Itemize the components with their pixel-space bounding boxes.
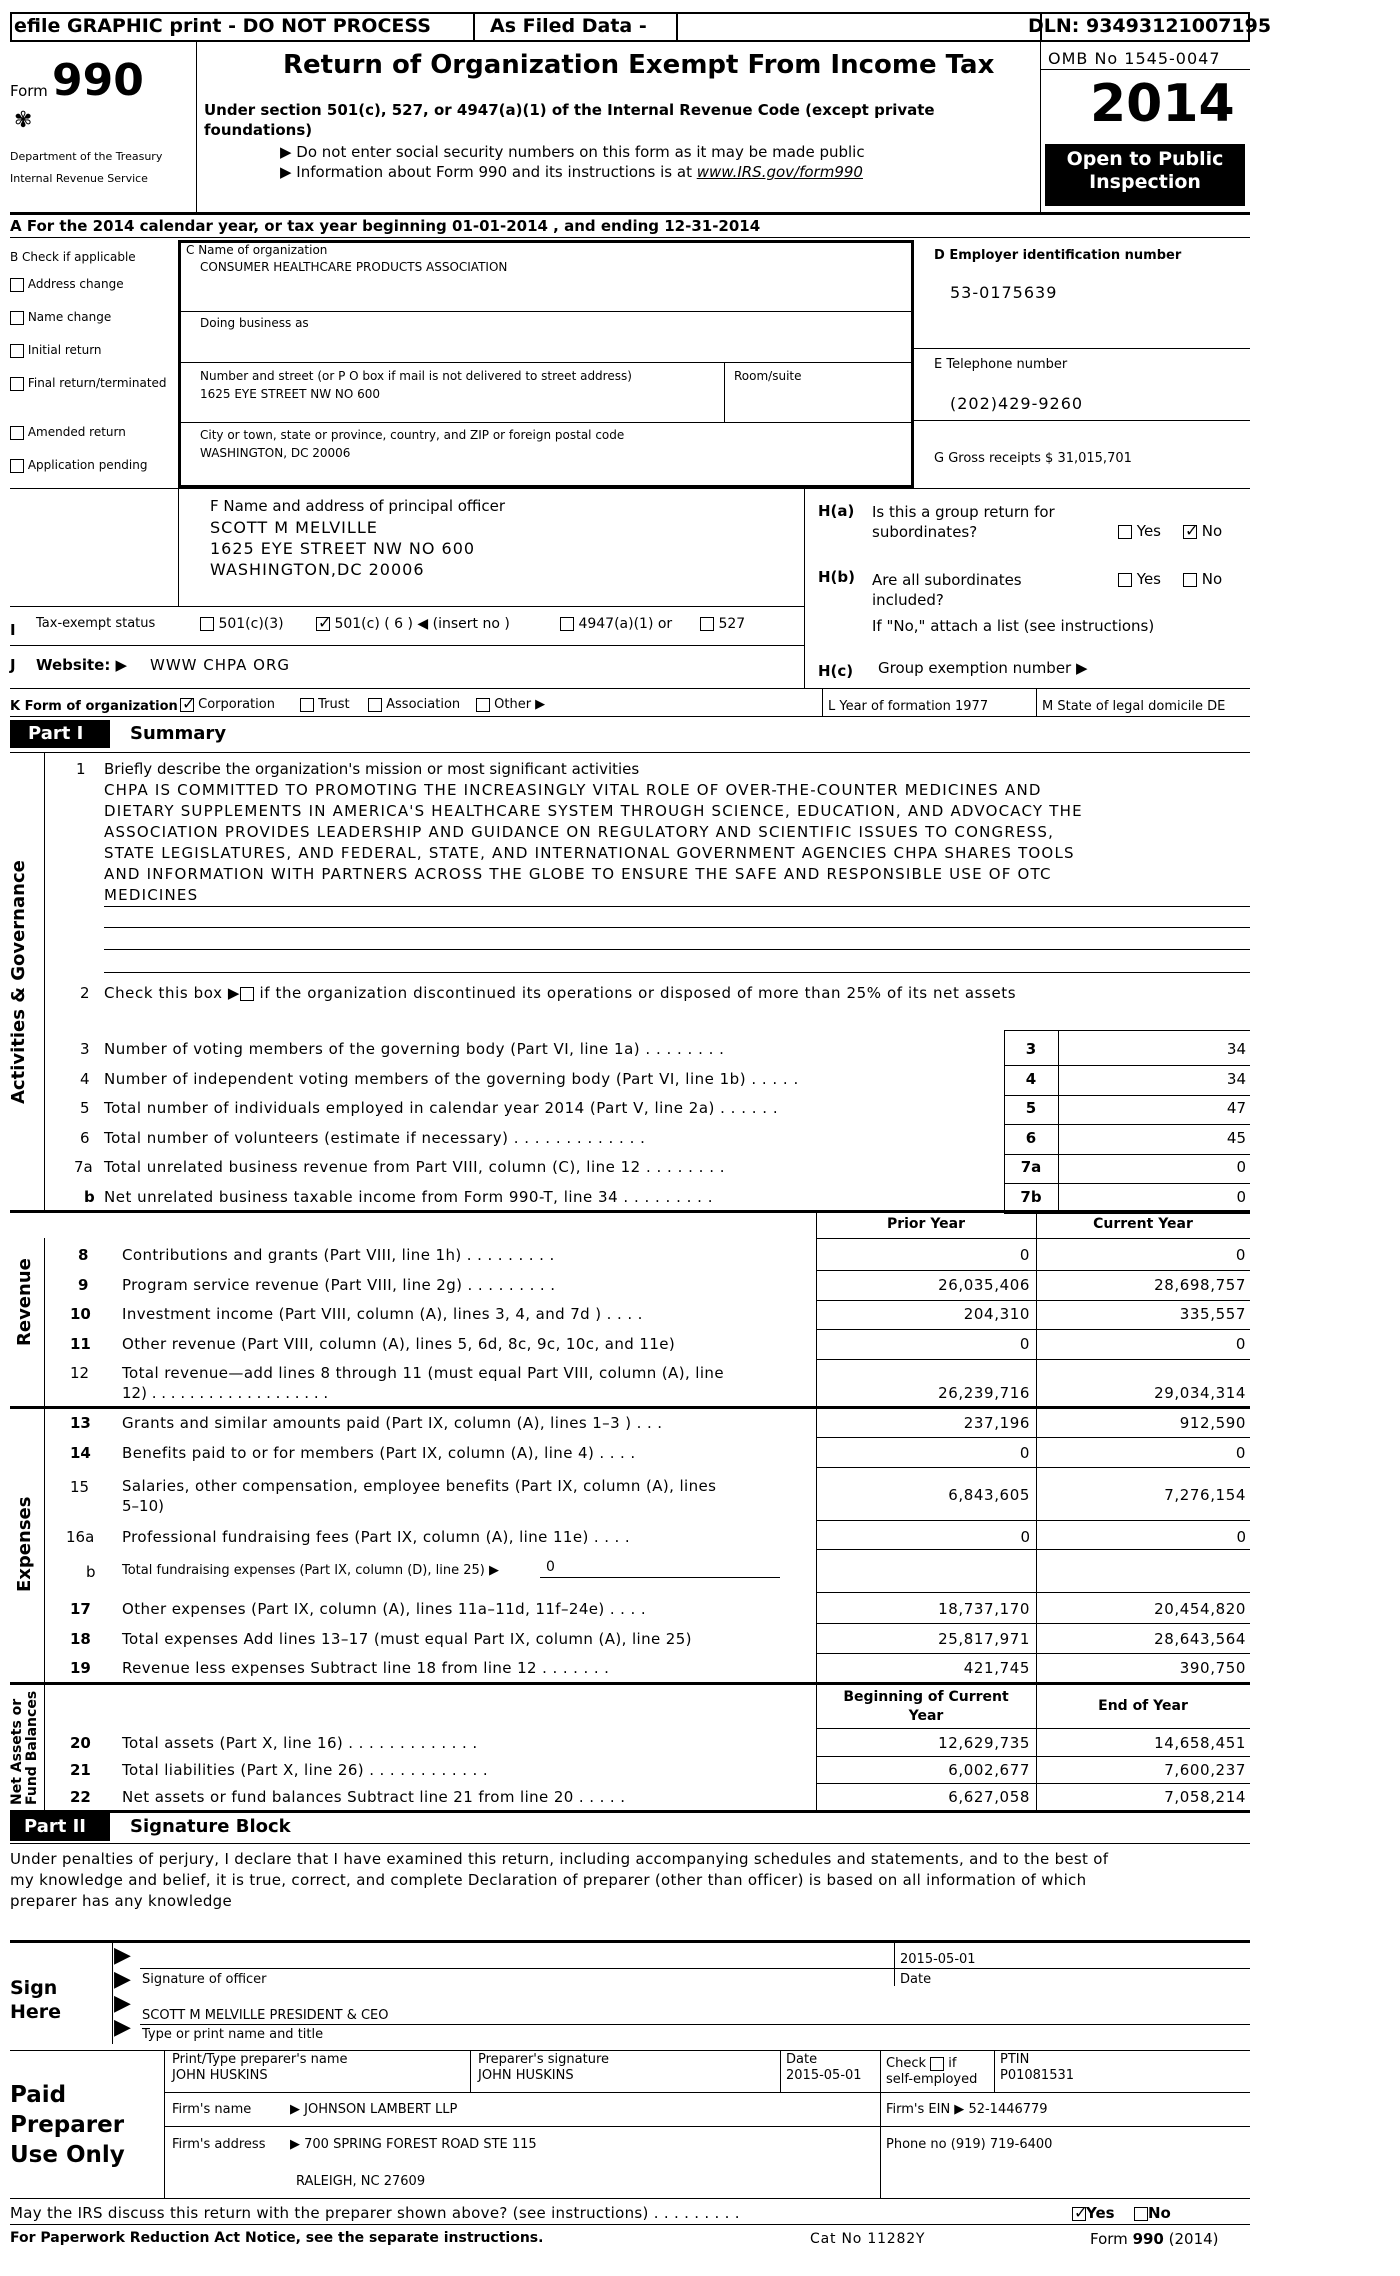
officer-title: SCOTT M MELVILLE PRESIDENT & CEO	[142, 2008, 389, 2023]
form-word: Form	[10, 82, 48, 100]
street-label: Number and street (or P O box if mail is not delivered to street address)	[200, 369, 632, 383]
rev-prior-value: 0	[1019, 1334, 1030, 1353]
as-filed-label: As Filed Data -	[490, 15, 647, 37]
line15-prior: 6,843,605	[948, 1486, 1030, 1504]
rev-line-num: 8	[78, 1246, 89, 1264]
gross-receipts: G Gross receipts $ 31,015,701	[934, 451, 1132, 466]
form-footer: Form 990 (2014)	[1090, 2230, 1219, 2248]
sign-here-label: Sign Here	[10, 1977, 62, 2023]
gov-line-value: 47	[1226, 1099, 1246, 1117]
ptin-value: P01081531	[1000, 2068, 1075, 2083]
net-line-label: Net assets or fund balances Subtract line 21 from line 20 . . . . .	[122, 1788, 626, 1806]
firm-address-label: Firm's address	[172, 2137, 266, 2152]
exp-line-num: 13	[70, 1414, 91, 1432]
line-a-tax-year: A For the 2014 calendar year, or tax year beginning 01-01-2014 , and ending 12-31-2014	[10, 217, 761, 235]
catalog-number: Cat No 11282Y	[810, 2231, 926, 2247]
col-end-year: End of Year	[1098, 1698, 1188, 1714]
line12-prior: 26,239,716	[938, 1384, 1030, 1402]
k-other[interactable]: Other ▶	[476, 697, 545, 712]
line2-num: 2	[80, 984, 90, 1002]
gov-line-num: b	[84, 1187, 95, 1206]
gov-line-box: 4	[1025, 1069, 1037, 1088]
ha-no-checkbox[interactable]: ✓ No	[1183, 522, 1222, 540]
gov-line-box: 5	[1025, 1099, 1037, 1117]
net-eoy-value: 7,058,214	[1164, 1788, 1246, 1806]
exp-prior-value: 0	[1019, 1444, 1030, 1462]
irs-discuss-question: May the IRS discuss this return with the preparer shown above? (see instructions) . . . . . . . . .	[10, 2204, 740, 2222]
hc-text: Group exemption number ▶	[878, 659, 1088, 677]
col-beginning-year: Beginning of Current Year	[843, 1689, 1009, 1724]
firm-phone-label: Phone no (919) 719-6400	[886, 2137, 1053, 2152]
exp-line-num: 19	[70, 1659, 91, 1677]
irs-name: Internal Revenue Service	[10, 172, 148, 185]
line-j-label: J	[10, 656, 16, 674]
line16b-num: b	[86, 1563, 96, 1581]
net-eoy-value: 14,658,451	[1154, 1734, 1246, 1752]
website-label: Website: ▶	[36, 656, 128, 674]
exp-line-num: 17	[70, 1600, 91, 1618]
rev-current-value: 0	[1235, 1246, 1246, 1264]
exp-line-label: Grants and similar amounts paid (Part IX, column (A), lines 1–3 ) . . .	[122, 1414, 663, 1432]
gov-line-box: 7a	[1020, 1158, 1042, 1176]
line12-num: 12	[70, 1364, 90, 1382]
col-prior-year: Prior Year	[886, 1216, 966, 1232]
hb-yes-checkbox[interactable]: Yes	[1118, 570, 1161, 588]
firm-phone: (919) 719-6400	[950, 2137, 1053, 2152]
line16a-prior: 0	[1020, 1528, 1030, 1546]
hb-question: Are all subordinates included?	[872, 571, 1022, 609]
hb-label: H(b)	[818, 568, 856, 586]
gov-line-label: Total number of volunteers (estimate if necessary) . . . . . . . . . . . . .	[104, 1128, 646, 1147]
open-public: Open to Public	[1066, 148, 1224, 170]
exp-prior-value: 25,817,971	[938, 1629, 1030, 1648]
type-name-label: Type or print name and title	[142, 2027, 324, 2042]
preparer-signature-label: Preparer's signature	[478, 2052, 610, 2067]
sign-arrow-icon: ▶ ▶ ▶ ▶	[114, 1943, 131, 2040]
exp-line-num: 14	[70, 1444, 91, 1462]
rev-current-value: 335,557	[1179, 1305, 1246, 1323]
room-label: Room/suite	[734, 369, 802, 383]
checkbox-application-pending[interactable]: Application pending	[10, 458, 147, 473]
col-current-year: Current Year	[1093, 1216, 1193, 1232]
checkbox-final-return[interactable]: Final return/terminated	[10, 376, 170, 391]
exp-line-label: Benefits paid to or for members (Part IX, column (A), line 4) . . . .	[122, 1444, 636, 1462]
exp-prior-value: 421,745	[963, 1659, 1030, 1677]
line16b-label: Total fundraising expenses (Part IX, column (D), line 25) ▶	[122, 1563, 499, 1578]
preparer-name-label: Print/Type preparer's name	[172, 2052, 348, 2067]
year-formation: L Year of formation 1977	[828, 699, 989, 714]
discontinued-checkbox[interactable]	[240, 987, 254, 1001]
legal-domicile: M State of legal domicile DE	[1042, 699, 1226, 714]
status-4947[interactable]: 4947(a)(1) or	[560, 616, 672, 632]
net-line-num: 21	[70, 1761, 91, 1779]
rev-line-label: Program service revenue (Part VIII, line 2g) . . . . . . . . .	[122, 1275, 556, 1294]
firm-ein-label: Firm's EIN ▶ 52-1446779	[886, 2102, 1048, 2117]
irs-link[interactable]: www.IRS.gov/form990	[696, 163, 863, 181]
net-line-label: Total liabilities (Part X, line 26) . . . . . . . . . . . .	[122, 1761, 489, 1779]
exp-prior-value: 237,196	[963, 1414, 1030, 1432]
line1-num: 1	[76, 760, 86, 778]
k-association[interactable]: Association	[368, 697, 460, 712]
line15-num: 15	[70, 1478, 90, 1496]
ha-question: Is this a group return for subordinates?	[872, 503, 1055, 541]
officer-address-2: WASHINGTON,DC 20006	[210, 560, 425, 579]
net-eoy-value: 7,600,237	[1164, 1761, 1246, 1779]
gov-line-value: 0	[1236, 1187, 1246, 1206]
line2-text: Check this box ▶ if the organization discontinued its operations or disposed of more than 25% of its net assets	[104, 984, 1017, 1002]
tax-year: 2014	[1090, 74, 1235, 134]
gov-line-num: 7a	[74, 1158, 93, 1176]
irs-eagle-icon: ✾	[14, 108, 33, 133]
street-address: 1625 EYE STREET NW NO 600	[200, 387, 381, 401]
ha-yes-checkbox[interactable]: Yes	[1118, 522, 1161, 540]
firm-name-label: Firm's name	[172, 2102, 252, 2117]
perjury-statement: Under penalties of perjury, I declare that I have examined this return, including accompanying schedules and statements, and to the best of my knowledge and belief, it is true, correct, and complete Declaration of preparer (other than officer) is based on all information of which preparer has any knowledge	[10, 1850, 1109, 1910]
phone-value: (202)429-9260	[950, 394, 1084, 413]
ptin-label: PTIN	[1000, 2052, 1030, 2067]
signature-officer-label: Signature of officer	[142, 1972, 267, 1987]
part1-tag: Part I	[28, 723, 84, 744]
net-boy-value: 6,002,677	[948, 1761, 1030, 1779]
ssn-instruction: ▶ Do not enter social security numbers on this form as it may be made public	[280, 143, 865, 161]
mission-text: CHPA IS COMMITTED TO PROMOTING THE INCREASINGLY VITAL ROLE OF OVER-THE-COUNTER MEDICINES AND DIETARY SUPPLEMENTS IN AMERICA'S HEALTHCARE SYSTEM THROUGH SCIENCE, EDUCATION, AND ADVOCACY THE ASSOCIATION PROVIDES LEADERSHIP AND GUIDANCE ON REGULATORY AND SCIENTIFIC ISSUES TO CONGRESS, STATE LEGISLATURES, AND FEDERAL, STATE, AND INTERNATIONAL GOVERNMENT AGENCIES CHPA SHARES TOOLS AND INFORMATION WITH PARTNERS ACROSS THE GLOBE TO ENSURE THE SAFE AND RESPONSIBLE USE OF OTC MEDICINES	[104, 781, 1083, 904]
firm-ein: 52-1446779	[968, 2102, 1048, 2117]
line16a-num: 16a	[66, 1528, 95, 1546]
officer-address-1: 1625 EYE STREET NW NO 600	[210, 539, 476, 558]
inspection: Inspection	[1089, 171, 1201, 193]
line16a-label: Professional fundraising fees (Part IX, column (A), line 11e) . . . .	[122, 1528, 631, 1546]
form-number: 990	[52, 55, 144, 106]
line16a-current: 0	[1236, 1528, 1246, 1546]
part1-title: Summary	[130, 723, 227, 744]
omb-number: OMB No 1545-0047	[1048, 49, 1221, 68]
line15-label-a: Salaries, other compensation, employee benefits (Part IX, column (A), lines	[122, 1477, 717, 1495]
exp-line-label: Other expenses (Part IX, column (A), lines 11a–11d, 11f–24e) . . . .	[122, 1600, 646, 1618]
net-line-num: 22	[70, 1788, 91, 1806]
city-state-zip: WASHINGTON, DC 20006	[200, 446, 351, 460]
hc-label: H(c)	[818, 662, 854, 680]
form-title: Return of Organization Exempt From Income Tax	[283, 50, 995, 80]
k-trust[interactable]: Trust	[300, 697, 350, 712]
org-name-label: C Name of organization	[186, 243, 328, 257]
rev-line-label: Other revenue (Part VIII, column (A), lines 5, 6d, 8c, 9c, 10c, and 11e)	[122, 1334, 676, 1353]
gov-line-num: 5	[80, 1099, 90, 1117]
gov-line-value: 0	[1236, 1158, 1246, 1176]
net-boy-value: 12,629,735	[938, 1734, 1030, 1752]
status-501c3[interactable]: 501(c)(3)	[200, 616, 284, 632]
rev-line-label: Contributions and grants (Part VIII, line 1h) . . . . . . . . .	[122, 1246, 555, 1264]
dln-number: DLN: 93493121007195	[1028, 15, 1272, 37]
rev-current-value: 28,698,757	[1154, 1275, 1246, 1294]
firm-address-1: ▶ 700 SPRING FOREST ROAD STE 115	[290, 2137, 537, 2152]
exp-line-num: 18	[70, 1629, 91, 1648]
side-activities: Activities & Governance	[8, 860, 29, 1104]
paid-preparer-label: Paid Preparer Use Only	[10, 2082, 125, 2168]
gov-line-num: 4	[80, 1069, 90, 1088]
ein-label: D Employer identification number	[934, 248, 1182, 263]
gov-line-label: Total unrelated business revenue from Part VIII, column (C), line 12 . . . . . . . .	[104, 1158, 726, 1176]
line16b-value: 0	[546, 1559, 555, 1575]
dept-treasury: Department of the Treasury	[10, 150, 163, 163]
website-url: WWW CHPA ORG	[150, 656, 290, 674]
dba-label: Doing business as	[200, 316, 309, 330]
net-boy-value: 6,627,058	[948, 1788, 1030, 1806]
officer-label: F Name and address of principal officer	[210, 497, 506, 515]
line15-current: 7,276,154	[1164, 1486, 1246, 1504]
rev-line-num: 10	[70, 1305, 91, 1323]
gov-line-label: Number of voting members of the governing body (Part VI, line 1a) . . . . . . . .	[104, 1040, 725, 1058]
gov-line-label: Total number of individuals employed in calendar year 2014 (Part V, line 2a) . . . . . .	[104, 1099, 779, 1117]
rev-current-value: 0	[1235, 1334, 1246, 1353]
exp-current-value: 28,643,564	[1154, 1629, 1246, 1648]
signature-date: 2015-05-01	[900, 1952, 976, 1967]
efile-label: efile GRAPHIC print - DO NOT PROCESS	[14, 15, 431, 37]
exp-current-value: 0	[1235, 1444, 1246, 1462]
exp-current-value: 912,590	[1179, 1414, 1246, 1432]
part2-tag: Part II	[24, 1816, 86, 1837]
status-501c[interactable]: ✓ 501(c) ( 6 ) ◀ (insert no )	[316, 616, 510, 632]
exp-line-label: Total expenses Add lines 13–17 (must equal Part IX, column (A), line 25)	[122, 1629, 692, 1648]
line1-label: Briefly describe the organization's mission or most significant activities	[104, 760, 640, 778]
gov-line-value: 34	[1226, 1040, 1246, 1058]
exp-line-label: Revenue less expenses Subtract line 18 from line 12 . . . . . . .	[122, 1659, 610, 1677]
checkbox-address-change[interactable]: Address change	[10, 277, 124, 292]
check-applicable-label: B Check if applicable	[10, 250, 136, 264]
exp-current-value: 390,750	[1179, 1659, 1246, 1677]
gov-line-value: 45	[1226, 1128, 1246, 1147]
paperwork-notice: For Paperwork Reduction Act Notice, see the separate instructions.	[10, 2230, 544, 2246]
form-subtitle: Under section 501(c), 527, or 4947(a)(1) of the Internal Revenue Code (except private foundations)	[204, 101, 935, 139]
preparer-date-label: Date	[786, 2052, 818, 2067]
firm-address-2: RALEIGH, NC 27609	[296, 2174, 426, 2189]
side-expenses: Expenses	[14, 1496, 35, 1592]
form-of-org-label: K Form of organization	[10, 699, 178, 714]
checkbox-initial-return[interactable]: Initial return	[10, 343, 102, 358]
line-i-label: I	[10, 621, 16, 639]
ein-value: 53-0175639	[950, 283, 1058, 302]
line12-current: 29,034,314	[1154, 1384, 1246, 1402]
rev-line-num: 11	[70, 1334, 91, 1353]
gov-line-num: 3	[80, 1040, 90, 1058]
side-revenue: Revenue	[14, 1258, 35, 1346]
checkbox-amended-return[interactable]: Amended return	[10, 425, 126, 440]
k-corporation[interactable]: ✓ Corporation	[180, 697, 275, 712]
discuss-no-checkbox[interactable]: No	[1134, 2204, 1171, 2222]
side-net-assets: Net Assets or Fund Balances	[9, 1690, 40, 1805]
preparer-signature: JOHN HUSKINS	[478, 2068, 574, 2083]
tax-exempt-label: Tax-exempt status	[36, 616, 156, 631]
gov-line-label: Number of independent voting members of the governing body (Part VI, line 1b) . . . . .	[104, 1069, 799, 1088]
gov-line-box: 3	[1025, 1040, 1037, 1058]
line12-label-a: Total revenue—add lines 8 through 11 (must equal Part VIII, column (A), line	[122, 1364, 724, 1382]
rev-line-label: Investment income (Part VIII, column (A), lines 3, 4, and 7d ) . . . .	[122, 1305, 643, 1323]
officer-name: SCOTT M MELVILLE	[210, 518, 378, 537]
part2-title: Signature Block	[130, 1816, 291, 1837]
ha-label: H(a)	[818, 502, 855, 520]
gov-line-box: 7b	[1020, 1187, 1042, 1206]
firm-name: ▶ JOHNSON LAMBERT LLP	[290, 2102, 458, 2117]
preparer-name: JOHN HUSKINS	[172, 2068, 268, 2083]
rev-line-num: 9	[78, 1275, 89, 1294]
gov-line-box: 6	[1025, 1128, 1037, 1147]
city-label: City or town, state or province, country, and ZIP or foreign postal code	[200, 428, 625, 442]
checkbox-name-change[interactable]: Name change	[10, 310, 111, 325]
hb-note: If "No," attach a list (see instructions)	[872, 617, 1155, 635]
gov-line-num: 6	[80, 1128, 90, 1147]
line12-label-b: 12) . . . . . . . . . . . . . . . . . . .	[122, 1384, 329, 1402]
net-line-num: 20	[70, 1734, 91, 1752]
phone-label: E Telephone number	[934, 357, 1068, 372]
gov-line-label: Net unrelated business taxable income from Form 990-T, line 34 . . . . . . . . .	[104, 1187, 713, 1206]
discuss-yes-checkbox[interactable]: ✓ Yes	[1072, 2204, 1115, 2222]
info-instruction: ▶ Information about Form 990 and its instructions is at www.IRS.gov/form990	[280, 163, 863, 181]
org-name: CONSUMER HEALTHCARE PRODUCTS ASSOCIATION	[200, 260, 508, 274]
rev-prior-value: 204,310	[963, 1305, 1030, 1323]
preparer-date: 2015-05-01	[786, 2068, 862, 2083]
status-527[interactable]: 527	[700, 616, 745, 632]
self-employed-check[interactable]: Check if self-employed	[886, 2056, 978, 2087]
gov-line-value: 34	[1226, 1069, 1246, 1088]
rev-prior-value: 0	[1019, 1246, 1030, 1264]
rev-prior-value: 26,035,406	[938, 1275, 1030, 1294]
exp-prior-value: 18,737,170	[938, 1600, 1030, 1618]
hb-no-checkbox[interactable]: No	[1183, 570, 1222, 588]
exp-current-value: 20,454,820	[1154, 1600, 1246, 1618]
date-label: Date	[900, 1972, 932, 1987]
net-line-label: Total assets (Part X, line 16) . . . . . . . . . . . . .	[122, 1734, 478, 1752]
line15-label-b: 5–10)	[122, 1497, 164, 1515]
